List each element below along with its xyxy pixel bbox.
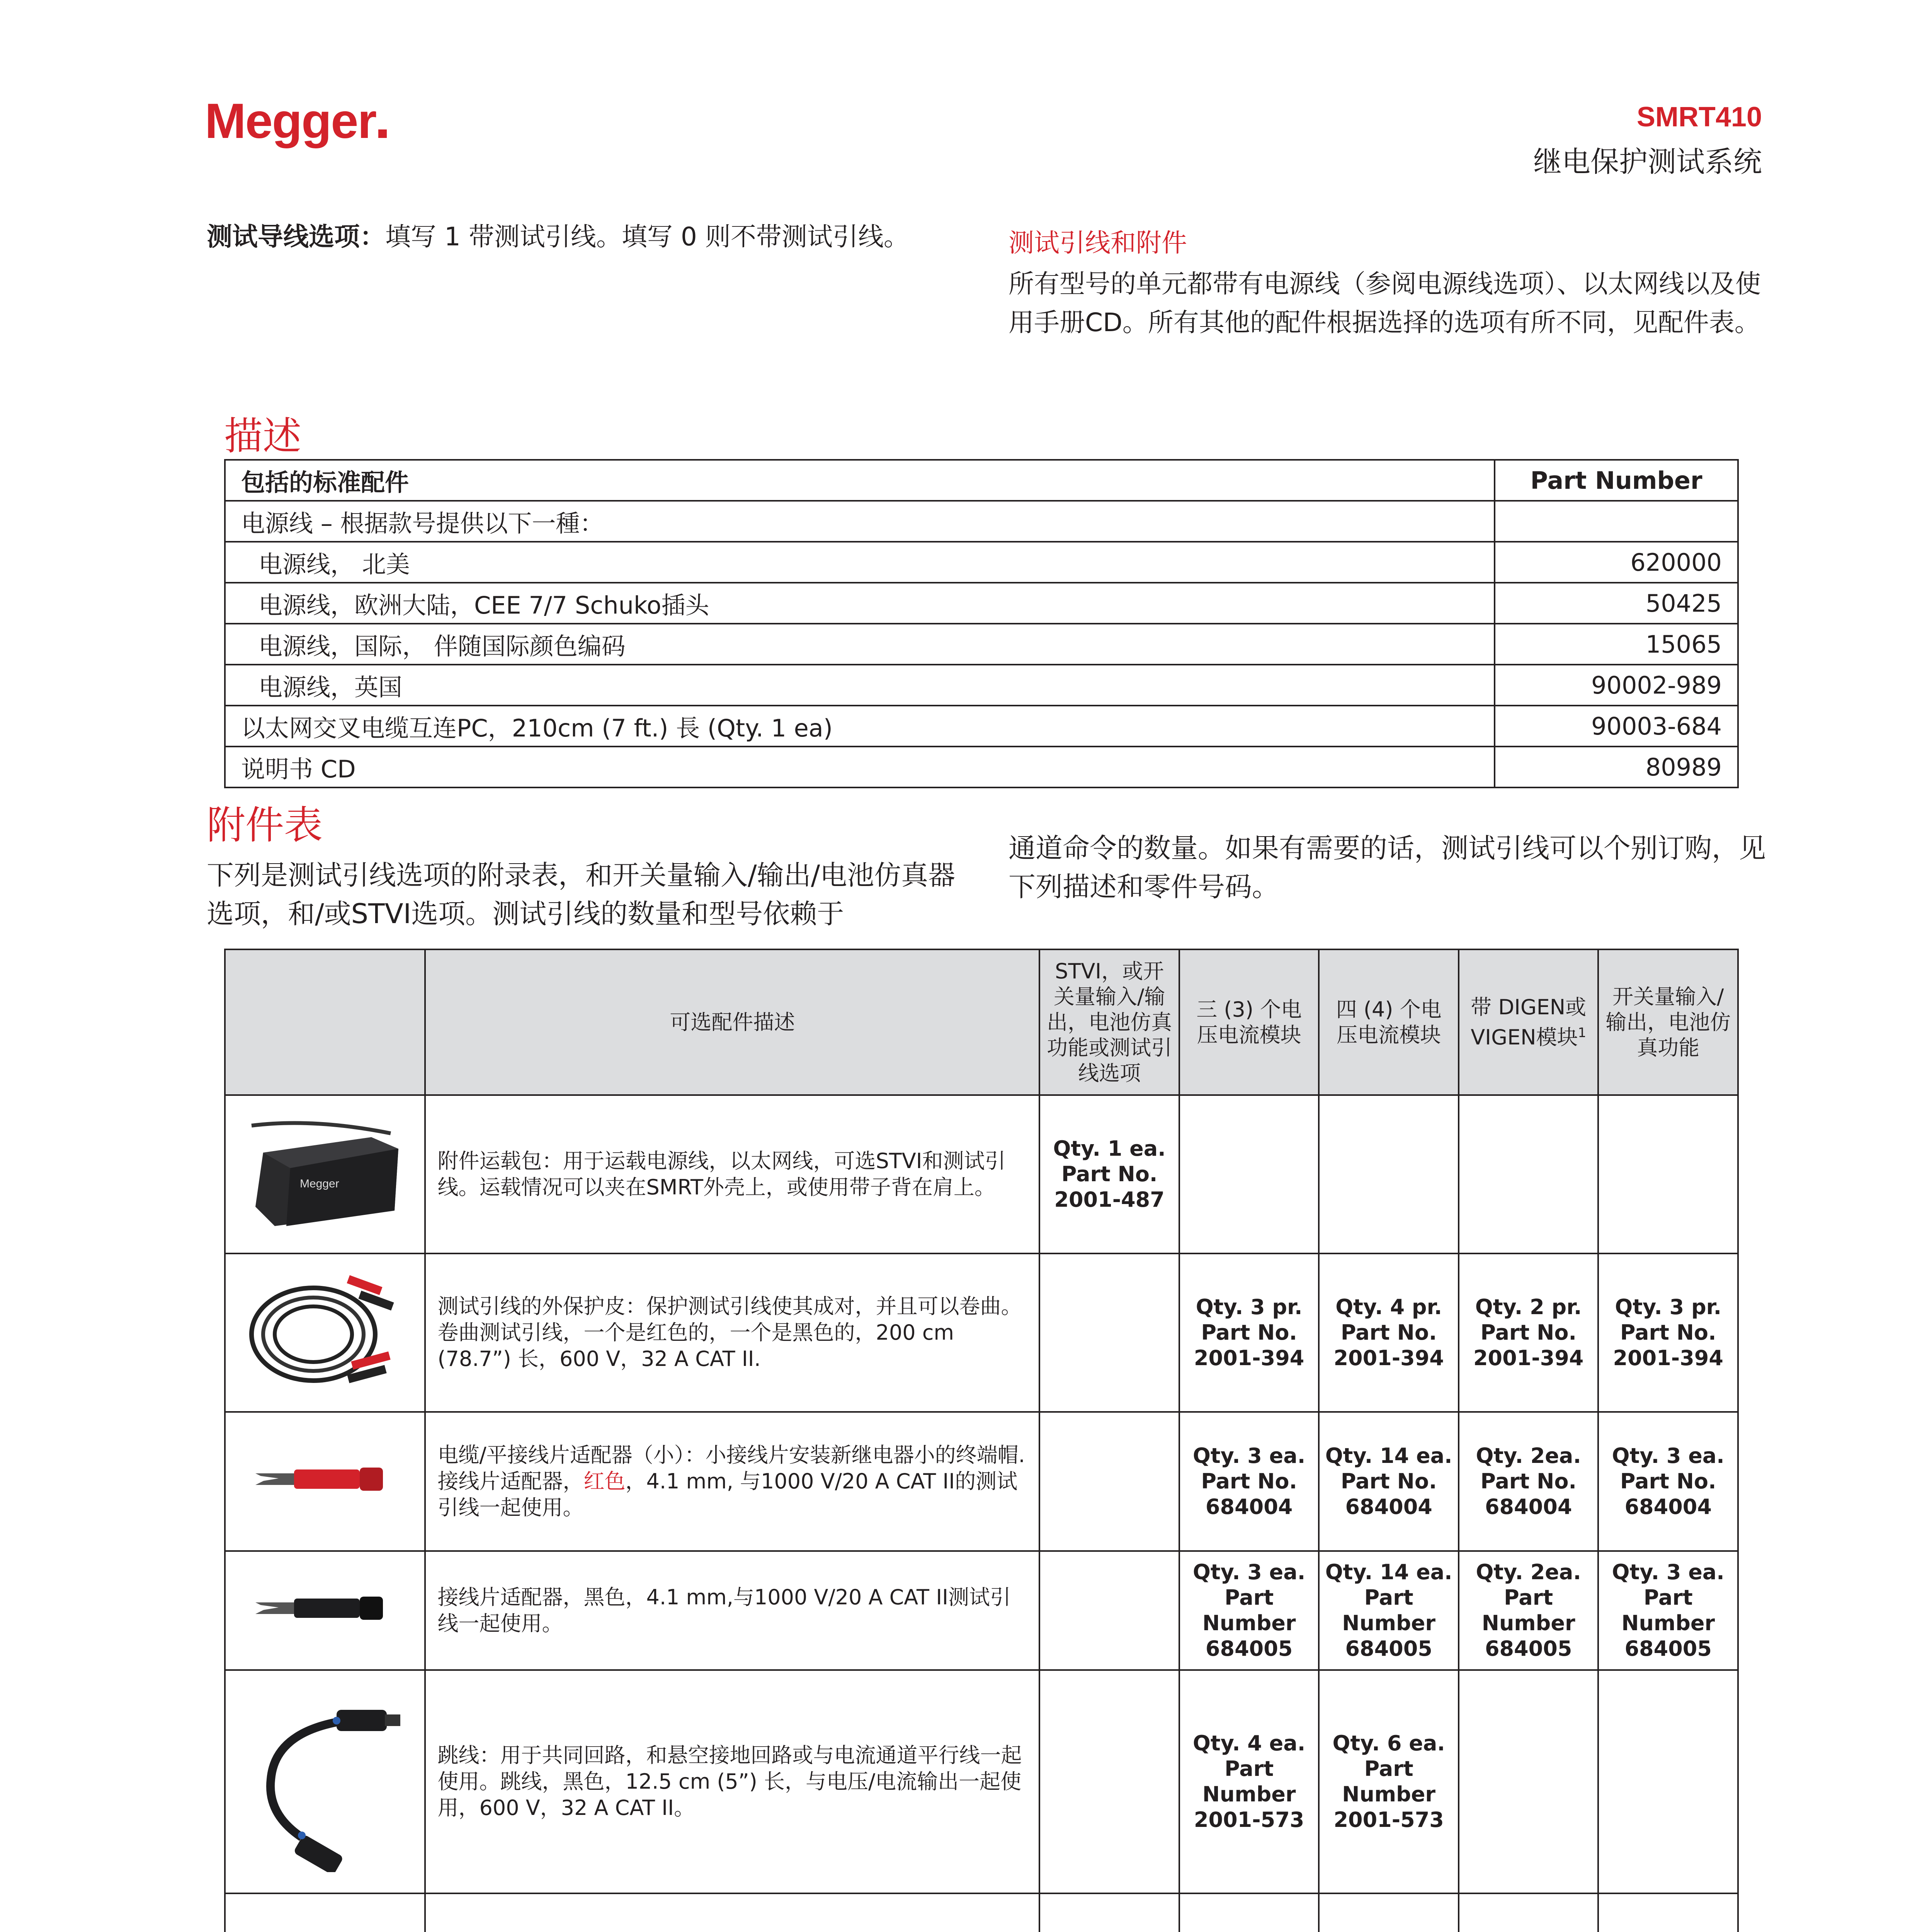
table-row — [225, 1670, 1738, 1893]
row-stvi — [1039, 1670, 1179, 1893]
row-desc: 电源线 – 根据款号提供以下一種： — [225, 501, 1495, 542]
row-part-number: 15065 — [1495, 624, 1738, 665]
row-digen: Qty. 2ea. Part No. 684004 — [1459, 1412, 1599, 1551]
row-io: Qty. 3 ea. Part Number 684005 — [1598, 1551, 1738, 1670]
row-desc: 电源线，国际， 伴随国际颜色编码 — [225, 624, 1495, 665]
row-io — [1598, 1670, 1738, 1893]
carry-bag-image — [225, 1095, 425, 1253]
row-desc: 附件运载包：用于运载电源线，以太网线，可选STVI和测试引线。运载情况可以夹在SMRT外壳上，或使用带子背在肩上。 — [425, 1095, 1039, 1253]
accessories-intro-right: 通道命令的数量。如果有需要的话，测试引线可以个别订购，见下列描述和零件号码。 — [1009, 832, 1766, 903]
row-part-number: 50425 — [1495, 583, 1738, 624]
row-desc: 电缆/平接线片适配器（小）：小接线片安装新继电器小的终端帽.接线片适配器，红色，4.1 mm, 与1000 V/20 A CAT II的测试引线一起使用。 — [425, 1412, 1039, 1551]
row-digen — [1459, 1670, 1599, 1893]
row-part-number: 90003-684 — [1495, 706, 1738, 747]
row-part-number: 90002-989 — [1495, 665, 1738, 706]
table-row — [225, 1551, 1738, 1670]
header-desc: 包括的标准配件 — [225, 460, 1495, 501]
row-stvi — [1039, 1893, 1179, 1932]
description-heading: 描述 — [224, 413, 301, 459]
header-four-modules: 四 (4) 个电压电流模块 — [1319, 949, 1459, 1095]
table-row — [225, 1095, 1738, 1253]
model-subtitle: 继电保护测试系统 — [1533, 145, 1762, 179]
megger-logo: Megger — [205, 93, 387, 150]
row-desc: 电源线，欧洲大陆，CEE 7/7 Schuko插头 — [225, 583, 1495, 624]
accessories-intro-left: 下列是测试引线选项的附录表，和开关量输入/输出/电池仿真器选项，和/或STVI选项。测试引线的数量和型号依赖于 — [207, 859, 956, 930]
table-row — [225, 624, 1738, 665]
row-four: Qty. 6 ea. Part Number 2001-573 — [1319, 1670, 1459, 1893]
row-io — [1598, 1095, 1738, 1253]
table-row — [225, 1253, 1738, 1412]
table-row — [225, 1893, 1738, 1932]
row-four — [1319, 1095, 1459, 1253]
header-stvi: STVI，或开关量输入/输出，电池仿真功能或测试引线选项 — [1039, 949, 1179, 1095]
header-digen: 带 DIGEN或VIGEN模块$^1$ — [1459, 949, 1599, 1095]
red-lug-adapter-image — [225, 1412, 425, 1551]
row-three — [1179, 1095, 1319, 1253]
row-four: Qty. 4 pr. Part No. 2001-394 — [1319, 1253, 1459, 1412]
accessory-table — [224, 949, 1739, 1932]
row-part-number: 620000 — [1495, 542, 1738, 583]
row-stvi: Qty. 1 ea. Part No. 2001-487 — [1039, 1095, 1179, 1253]
svg-text:Megger: Megger — [300, 1177, 339, 1190]
table-header-row — [225, 460, 1738, 501]
row-desc: 跳线：用于共同回路，和悬空接地回路或与电流通道平行线一起使用。跳线，黑色，12.5 cm (5”) 长，与电压/电流输出一起使用，600 V，32 A CAT II。 — [425, 1670, 1039, 1893]
row-desc: 电源线，英国 — [225, 665, 1495, 706]
model-name: SMRT410 — [1636, 102, 1762, 133]
row-desc: 电源线， 北美 — [225, 542, 1495, 583]
leads-accessories-text: 所有型号的单元都带有电源线（参阅电源线选项）、以太网线以及使用手册CD。所有其他的配件根据选择的选项有所不同，见配件表。 — [1009, 269, 1761, 337]
row-io: Qty. 3 ea. Part No. 684004 — [1598, 1412, 1738, 1551]
row-desc: 接线片适配器，黑色，4.1 mm,与1000 V/20 A CAT II测试引线一起使用。 — [425, 1551, 1039, 1670]
header-image-col — [225, 949, 425, 1095]
row-desc — [425, 1893, 1039, 1932]
row-four: Qty. 14 ea. Part No. 684004 — [1319, 1412, 1459, 1551]
row-stvi — [1039, 1253, 1179, 1412]
table-row — [225, 1412, 1738, 1551]
row-four: Qty. 14 ea. Part Number 684005 — [1319, 1551, 1459, 1670]
row-desc: 说明书 CD — [225, 747, 1495, 787]
header-part-number: Part Number — [1495, 460, 1738, 501]
leads-accessories-title: 测试引线和附件 — [1009, 228, 1187, 258]
row-three — [1179, 1893, 1319, 1932]
row-part-number: 80989 — [1495, 747, 1738, 787]
table-row — [225, 706, 1738, 747]
row-part-number — [1495, 501, 1738, 542]
row-desc: 测试引线的外保护皮：保护测试引线使其成对，并且可以卷曲。卷曲测试引线，一个是红色的，一个是黑色的，200 cm (78.7”) 长，600 V，32 A CAT II. — [425, 1253, 1039, 1412]
accessories-heading: 附件表 — [207, 803, 323, 848]
row-io — [1598, 1893, 1738, 1932]
table-row — [225, 583, 1738, 624]
row-digen: Qty. 2 pr. Part No. 2001-394 — [1459, 1253, 1599, 1412]
table-row — [225, 665, 1738, 706]
header-desc: 可选配件描述 — [425, 949, 1039, 1095]
row-three: Qty. 3 ea. Part Number 684005 — [1179, 1551, 1319, 1670]
row-three: Qty. 3 pr. Part No. 2001-394 — [1179, 1253, 1319, 1412]
logo-dot-icon — [378, 129, 387, 138]
header-io: 开关量输入/输出，电池仿真功能 — [1598, 949, 1738, 1095]
row-digen — [1459, 1893, 1599, 1932]
row-three: Qty. 3 ea. Part No. 684004 — [1179, 1412, 1319, 1551]
jumper-lead-image — [225, 1670, 425, 1893]
row-desc: 以太网交叉电缆互连PC，210cm (7 ft.) 長 (Qty. 1 ea) — [225, 706, 1495, 747]
row-four — [1319, 1893, 1459, 1932]
row-three: Qty. 4 ea. Part Number 2001-573 — [1179, 1670, 1319, 1893]
row-io: Qty. 3 pr. Part No. 2001-394 — [1598, 1253, 1738, 1412]
row-digen: Qty. 2ea. Part Number 684005 — [1459, 1551, 1599, 1670]
row-stvi — [1039, 1412, 1179, 1551]
table-row — [225, 542, 1738, 583]
test-lead-option-text: 测试导线选项：填写 1 带测试引线。填写 0 则不带测试引线。 — [207, 222, 909, 252]
table-row — [225, 501, 1738, 542]
accessory-table-header — [225, 949, 1738, 1095]
header-three-modules: 三 (3) 个电压电流模块 — [1179, 949, 1319, 1095]
voltage-lead-set-image — [225, 1893, 425, 1932]
standard-accessories-table — [224, 459, 1739, 788]
row-digen — [1459, 1095, 1599, 1253]
table-row — [225, 747, 1738, 787]
black-lug-adapter-image — [225, 1551, 425, 1670]
test-lead-image — [225, 1253, 425, 1412]
row-stvi — [1039, 1551, 1179, 1670]
